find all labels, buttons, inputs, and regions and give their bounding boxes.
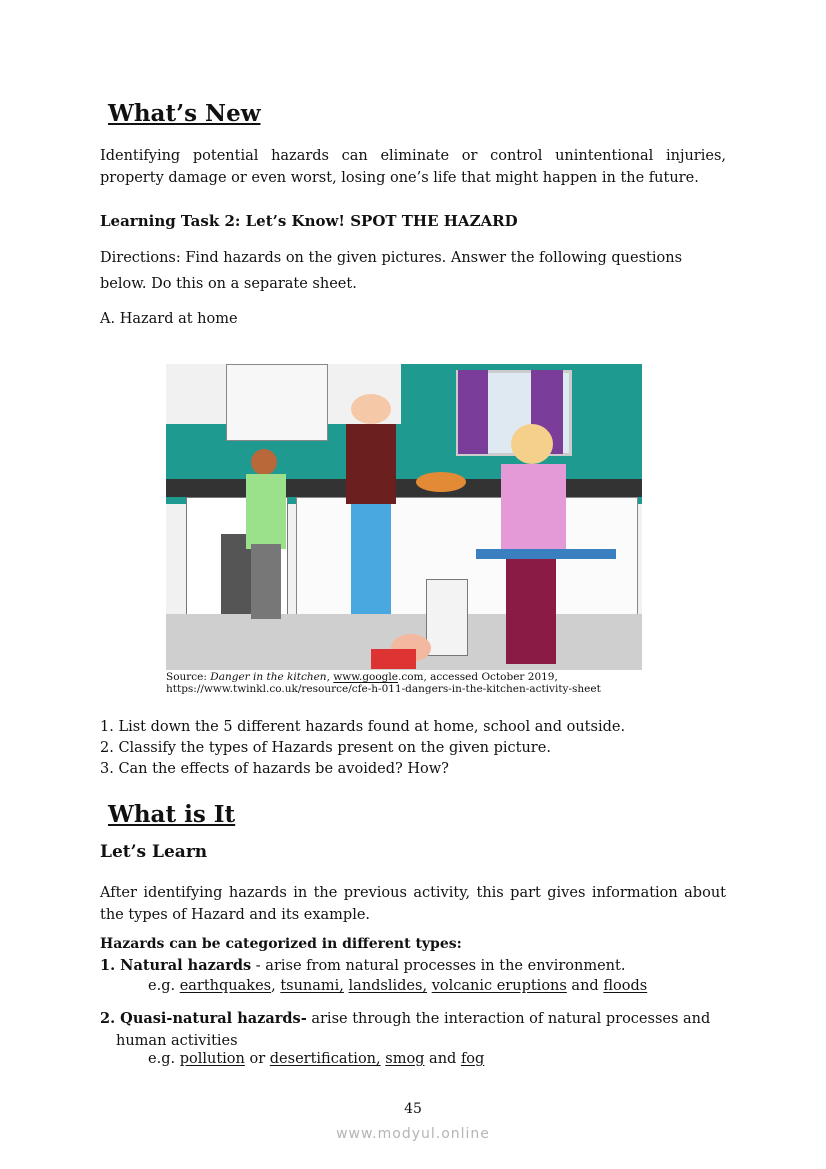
directions-line-1: Directions: Find hazards on the given pictures. Answer the following questions <box>100 250 683 266</box>
page-number: 45 <box>404 1101 422 1117</box>
heading-whats-new: What’s New <box>108 100 261 127</box>
quasi-desc: arise through the interaction of natural processes and <box>306 1011 711 1027</box>
example: smog <box>385 1051 425 1067</box>
heading-what-is-it: What is It <box>108 801 236 828</box>
example: tsunami, <box>280 978 344 994</box>
subheading-lets-learn: Let’s Learn <box>100 842 208 862</box>
directions-line-2: below. Do this on a separate sheet. <box>100 276 357 292</box>
source-url[interactable]: https://www.twinkl.co.uk/resource/cfe-h-011-dangers-in-the-kitchen-activity-sheet <box>166 683 601 695</box>
image-source-caption <box>166 671 601 695</box>
natural-hazards-item <box>100 955 726 978</box>
source-rest: .com, accessed October 2019, <box>397 671 558 683</box>
example: desertification, <box>269 1051 381 1067</box>
example: earthquakes <box>179 978 272 994</box>
kitchen-hazard-image <box>166 364 642 670</box>
example: fog <box>460 1051 485 1067</box>
question-item: 2. Classify the types of Hazards present on the given picture. <box>100 740 551 756</box>
source-sep: , <box>326 671 334 683</box>
watermark: www.modyul.online <box>336 1126 490 1142</box>
example: landslides, <box>348 978 428 994</box>
example: floods <box>603 978 648 994</box>
section-a-label: A. Hazard at home <box>100 311 238 327</box>
natural-examples: e.g. earthquakes, tsunami, landslides, volcanic eruptions and floods <box>148 978 648 994</box>
quasi-examples: e.g. pollution or desertification, smog and fog <box>148 1051 485 1067</box>
question-item: 3. Can the effects of hazards be avoided? How? <box>100 761 449 777</box>
natural-label: 1. Natural hazards <box>100 957 252 974</box>
question-list <box>100 717 726 780</box>
what-is-it-intro: After identifying hazards in the previous activity, this part gives information about the types of Hazard and its example. <box>100 885 726 923</box>
intro-paragraph: Identifying potential hazards can eliminate or control unintentional injuries, property damage or even worst, losing one’s life that might happen in the future. <box>100 148 726 186</box>
quasi-natural-hazards-item <box>100 1008 726 1052</box>
natural-desc: - arise from natural processes in the environment. <box>251 958 626 974</box>
eg-label: e.g. <box>148 978 180 994</box>
source-title: Danger in the kitchen <box>210 671 327 683</box>
eg-label: e.g. <box>148 1051 180 1067</box>
source-prefix: Source: <box>166 671 211 683</box>
types-title: Hazards can be categorized in different types: <box>100 936 462 952</box>
task-title: Learning Task 2: Let’s Know! SPOT THE HAZARD <box>100 212 518 230</box>
quasi-label: 2. Quasi-natural hazards- <box>100 1010 307 1027</box>
question-item: 1. List down the 5 different hazards found at home, school and outside. <box>100 719 626 735</box>
example: pollution <box>179 1051 245 1067</box>
source-link[interactable]: www.google <box>333 671 398 683</box>
quasi-desc-2: human activities <box>116 1032 238 1049</box>
example: volcanic eruptions <box>431 978 567 994</box>
